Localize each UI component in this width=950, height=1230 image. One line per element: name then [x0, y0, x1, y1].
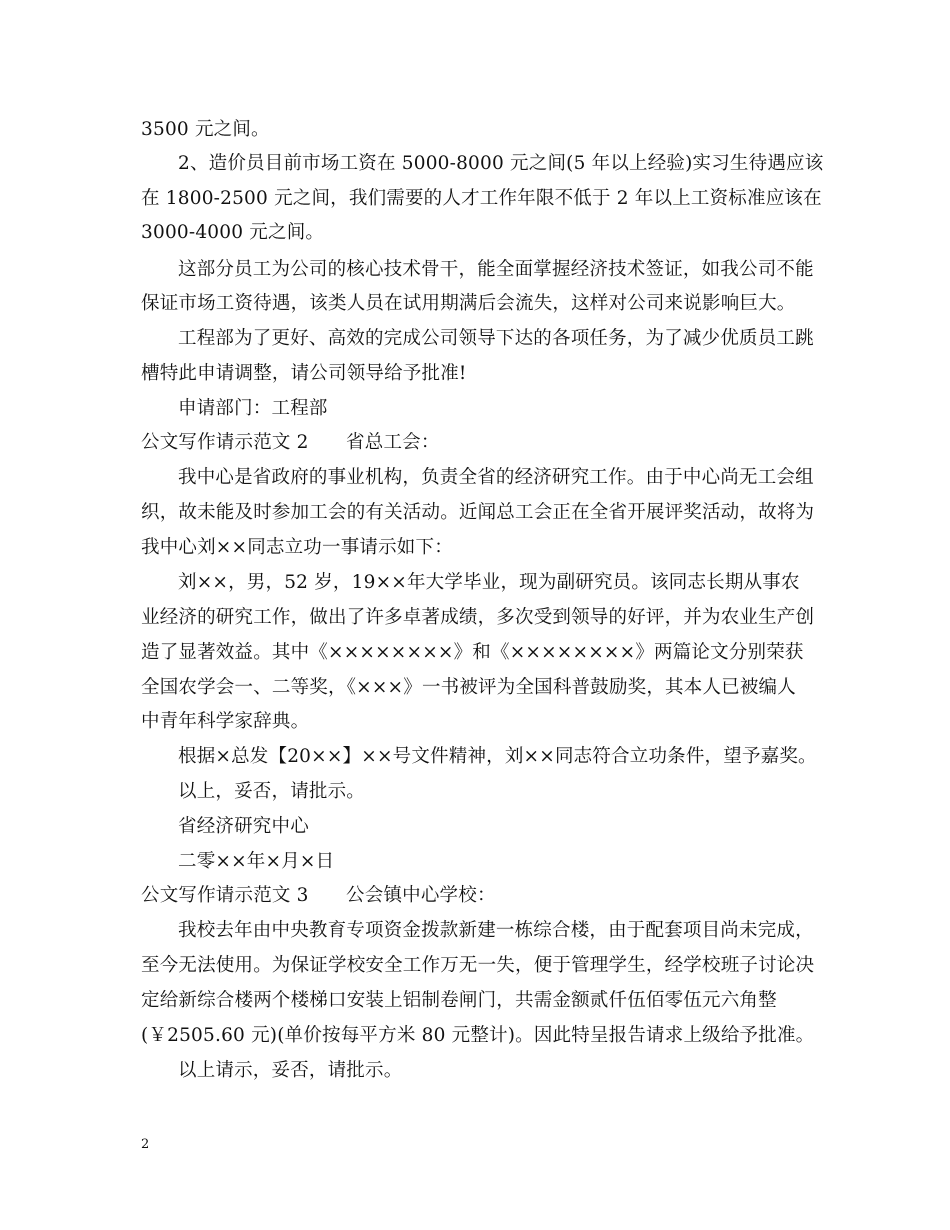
text-line-28: 以上请示，妥否，请批示。 [178, 1060, 403, 1081]
text-line-26: 定给新综合楼两个楼梯口安装上铝制卷闸门，共需金额贰仟伍佰零伍元六角整 [141, 990, 777, 1011]
page-number: 2 [141, 1137, 150, 1152]
signature-date: 二零××年×月×日 [178, 851, 335, 872]
text-line-15: 业经济的研究工作，做出了许多卓著成绩，多次受到领导的好评，并为农业生产创 [141, 607, 815, 628]
text-line-27: (￥2505.60 元)(单价按每平方米 80 元整计)。因此特呈报告请求上级给予批准。 [141, 1025, 815, 1046]
text-line-4: 3000-4000 元之间。 [141, 222, 325, 243]
text-line-1: 3500 元之间。 [141, 119, 270, 140]
text-line-2: 2、造价员目前市场工资在 5000-8000 元之间(5 年以上经验)实习生待遇应该 [178, 153, 824, 174]
text-line-19: 根据×总发【20××】××号文件精神，刘××同志符合立功条件，望予嘉奖。 [178, 746, 817, 767]
text-line-18: 中青年科学家辞典。 [141, 711, 310, 732]
text-line-11: 我中心是省政府的事业机构，负责全省的经济研究工作。由于中心尚无工会组 [178, 467, 814, 488]
text-line-7: 工程部为了更好、高效的完成公司领导下达的各项任务，为了减少优质员工跳 [178, 328, 814, 349]
section-heading-3: 公文写作请示范文 3 公会镇中心学校： [141, 885, 496, 906]
text-line-16: 造了显著效益。其中《××××××××》和《××××××××》两篇论文分别荣获 [141, 642, 804, 663]
text-line-25: 至今无法使用。为保证学校安全工作万无一失，便于管理学生，经学校班子讨论决 [141, 955, 815, 976]
text-line-12: 织，故未能及时参加工会的有关活动。近闻总工会正在全省开展评奖活动，故将为 [141, 502, 815, 523]
signature-org: 省经济研究中心 [178, 816, 309, 837]
text-line-13: 我中心刘××同志立功一事请示如下： [141, 537, 453, 558]
text-line-20: 以上，妥否，请批示。 [178, 781, 366, 802]
text-line-17: 全国农学会一、二等奖，《×××》一书被评为全国科普鼓励奖，其本人已被编人 [141, 677, 796, 698]
text-line-5: 这部分员工为公司的核心技术骨干，能全面掌握经济技术签证，如我公司不能 [178, 259, 814, 280]
text-line-14: 刘××，男，52 岁，19××年大学毕业，现为副研究员。该同志长期从事农 [178, 572, 800, 593]
text-line-6: 保证市场工资待遇，该类人员在试用期满后会流失，这样对公司来说影响巨大。 [141, 293, 796, 314]
text-line-8: 槽特此申请调整，请公司领导给予批准! [141, 363, 467, 384]
text-line-3: 在 1800-2500 元之间，我们需要的人才工作年限不低于 2 年以上工资标准应该在 [141, 188, 822, 209]
applicant-department: 申请部门：工程部 [178, 398, 328, 419]
text-line-24: 我校去年由中央教育专项资金拨款新建一栋综合楼，由于配套项目尚未完成， [178, 920, 814, 941]
section-heading-2: 公文写作请示范文 2 省总工会： [141, 432, 440, 453]
